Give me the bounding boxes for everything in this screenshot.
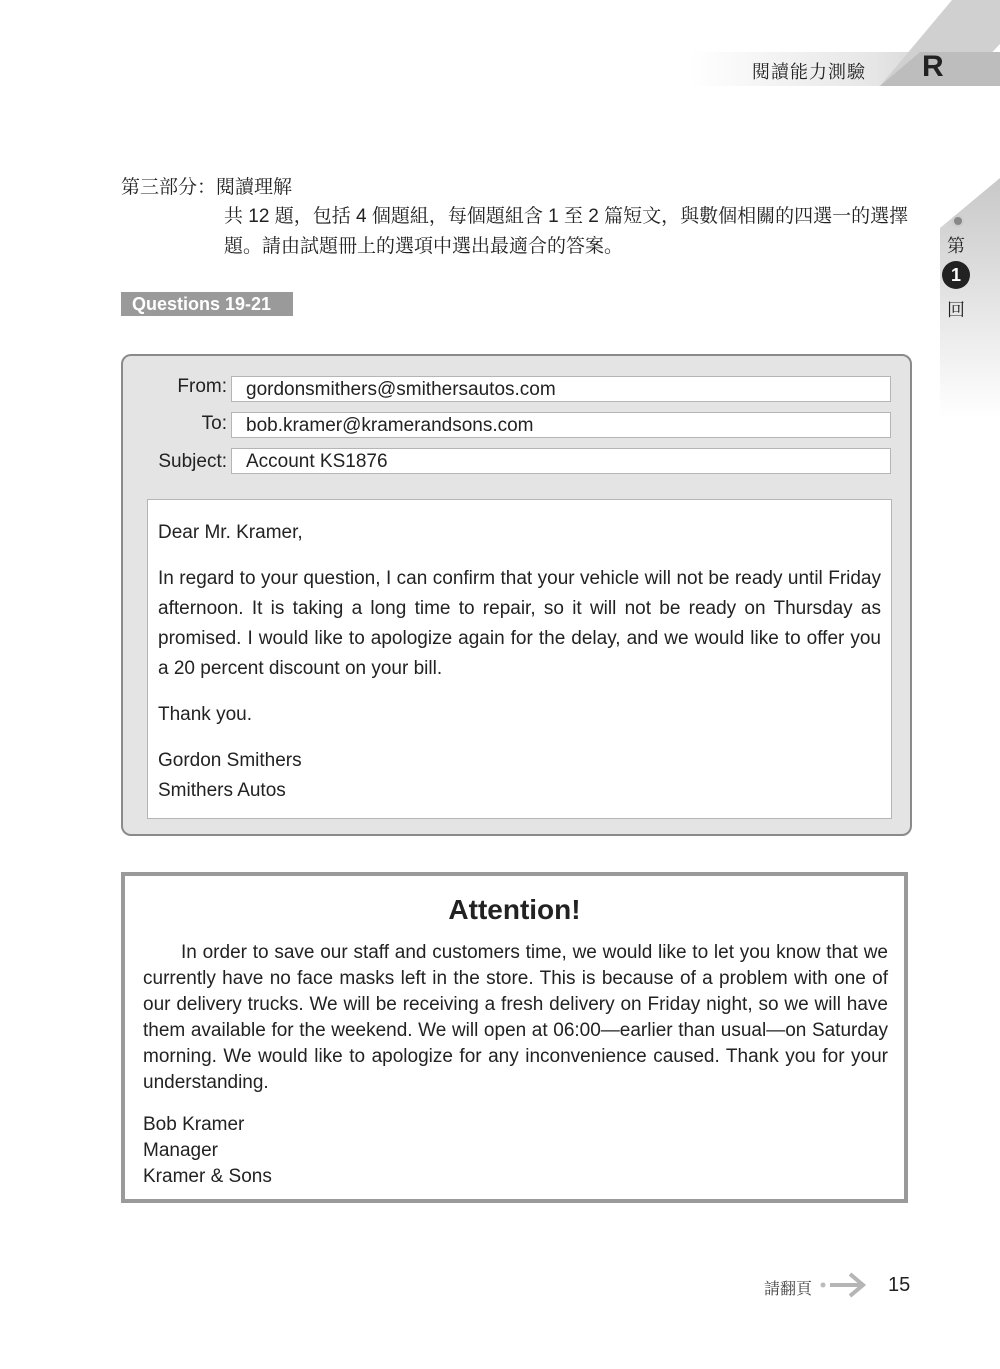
email-to-field: bob.kramer@kramerandsons.com <box>231 412 891 438</box>
side-tab-prefix: 第 <box>947 236 965 256</box>
header-title: 閱讀能力測驗 <box>752 62 866 82</box>
notice-body-text: In order to save our staff and customers time, we would like to let you know that we currently have no face masks left in the store. This is because of a problem with one of our delivery trucks. We will be receiving a fresh delivery on Friday night, so we will have them available for the weekend. We will open at 06:00—earlier than usual—on Saturday morning. We would like to apologize for any inconvenience caused. Thank you for your understanding. <box>143 942 888 1093</box>
side-tab-suffix: 回 <box>947 300 965 320</box>
email-to-label: To: <box>201 413 227 434</box>
notice-signer-title: Manager <box>143 1140 218 1161</box>
section-letter: R <box>922 50 944 83</box>
notice-panel <box>121 872 908 1203</box>
email-closing: Thank you. <box>158 704 252 725</box>
email-sender-company: Smithers Autos <box>158 780 286 801</box>
email-subject-label: Subject: <box>158 451 227 472</box>
email-panel <box>121 354 912 836</box>
side-tab-dot-icon <box>952 215 964 227</box>
questions-label: Questions 19-21 <box>121 292 293 316</box>
email-subject-field: Account KS1876 <box>231 448 891 474</box>
email-paragraph: In regard to your question, I can confirm that your vehicle will not be ready until Friday afternoon. It is taking a long time to repair, so it will not be ready on Thursday as promised. I would like to apologize again for the delay, and we would like to offer you a 20 percent discount on your bill. <box>158 568 881 679</box>
arrow-right-icon <box>818 1270 870 1300</box>
email-body <box>147 499 892 819</box>
notice-signer-company: Kramer & Sons <box>143 1166 272 1187</box>
email-greeting: Dear Mr. Kramer, <box>158 522 303 543</box>
section-heading: 第三部分：閱讀理解 <box>121 177 293 198</box>
notice-signer-name: Bob Kramer <box>143 1114 245 1135</box>
side-tab-number: 1 <box>942 261 970 289</box>
email-sender-name: Gordon Smithers <box>158 750 302 771</box>
turn-page-label: 請翻頁 <box>764 1281 813 1298</box>
email-from-field: gordonsmithers@smithersautos.com <box>231 376 891 402</box>
email-from-label: From: <box>177 376 227 397</box>
section-description: 共 12 題，包括 4 個題組，每個題組含 1 至 2 篇短文，與數個相關的四選一的選擇題。請由試題冊上的選項中選出最適合的答案。 <box>224 206 909 257</box>
notice-signature <box>143 1112 272 1190</box>
notice-title: Attention! <box>448 894 581 925</box>
page-number: 15 <box>888 1274 911 1296</box>
notice-body <box>143 940 888 1096</box>
